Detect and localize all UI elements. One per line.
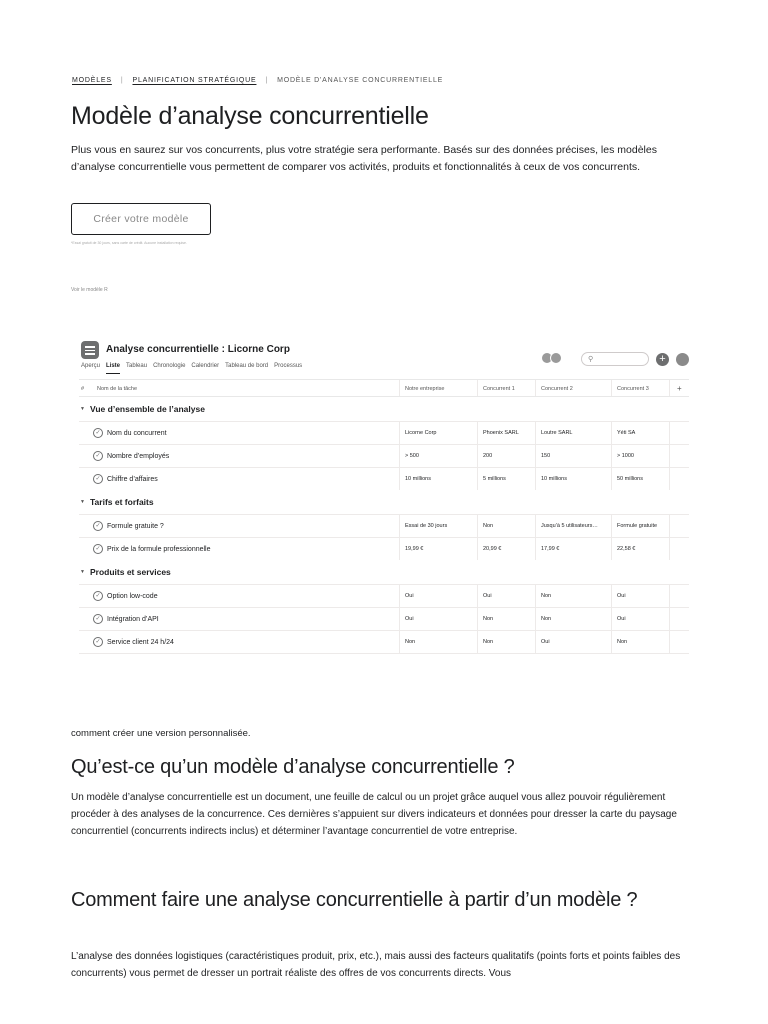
how-to-paragraph: L’analyse des données logistiques (caractéristiques produit, prix, etc.), mais aussi des facteurs qualitatifs (points forts et points faibles des concurrents) vous permet de dresser un portrait réaliste des offres de vos concurrents directs. Vous — [71, 951, 681, 979]
cell-value[interactable]: 22,58 € — [617, 546, 636, 552]
tab-tableau[interactable]: Tableau — [126, 363, 148, 369]
cell-value[interactable]: Oui — [405, 593, 414, 599]
breadcrumb — [72, 77, 443, 84]
cell-value[interactable]: Non — [483, 523, 494, 529]
cell-value[interactable]: > 1000 — [617, 453, 634, 459]
check-circle-icon[interactable]: ✓ — [93, 637, 103, 647]
task-name[interactable]: Formule gratuite ? — [107, 523, 164, 530]
section-title: Tarifs et forfaits — [90, 497, 154, 507]
section-heading-how-to: Comment faire une analyse concurrentielle à partir d’un modèle ? — [71, 889, 638, 911]
table-row[interactable] — [79, 421, 689, 444]
cell-value[interactable]: 200 — [483, 453, 493, 459]
cell-value[interactable]: Non — [405, 639, 416, 645]
cell-value[interactable]: 10 millions — [541, 476, 567, 482]
tab-liste[interactable]: Liste — [106, 363, 120, 374]
cell-value[interactable]: Oui — [617, 616, 626, 622]
task-name[interactable]: Nom du concurrent — [107, 430, 167, 437]
task-name[interactable]: Nombre d’employés — [107, 453, 170, 460]
chevron-down-icon[interactable]: ▼ — [80, 499, 85, 505]
cell-value[interactable]: 5 millions — [483, 476, 506, 482]
cell-value[interactable]: Non — [483, 616, 494, 622]
app-preview — [79, 335, 697, 665]
cell-value[interactable]: Oui — [617, 593, 626, 599]
column-concurrent-1[interactable]: Concurrent 1 — [483, 386, 515, 392]
check-circle-icon[interactable]: ✓ — [93, 614, 103, 624]
breadcrumb-link-planification[interactable]: PLANIFICATION STRATÉGIQUE — [132, 77, 257, 84]
page-title: Modèle d’analyse concurrentielle — [71, 102, 429, 130]
breadcrumb-link-modeles[interactable]: MODÈLES — [72, 77, 112, 84]
check-circle-icon[interactable]: ✓ — [93, 544, 103, 554]
table-row[interactable] — [79, 514, 689, 537]
cell-value[interactable]: Non — [541, 616, 552, 622]
trial-disclaimer: *Essai gratuit de 30 jours, sans carte de crédit. Aucune installation requise. — [71, 241, 187, 245]
cell-value[interactable]: Licorne Corp — [405, 430, 437, 436]
cell-value[interactable]: 10 millions — [405, 476, 431, 482]
breadcrumb-separator: | — [265, 77, 269, 84]
project-title: Analyse concurrentielle : Licorne Corp — [106, 344, 290, 355]
table-body — [79, 397, 689, 653]
cell-value[interactable]: Oui — [405, 616, 414, 622]
tab-apercu[interactable]: Aperçu — [81, 363, 101, 369]
cell-value[interactable]: Non — [483, 639, 494, 645]
chevron-down-icon[interactable]: ▼ — [80, 406, 85, 412]
cell-value[interactable]: Non — [541, 593, 552, 599]
task-name[interactable]: Option low-code — [107, 593, 158, 600]
project-list-icon — [81, 341, 99, 359]
column-concurrent-3[interactable]: Concurrent 3 — [617, 386, 649, 392]
add-column-button[interactable]: + — [677, 384, 682, 393]
column-notre-entreprise[interactable]: Notre entreprise — [405, 386, 445, 392]
check-circle-icon[interactable]: ✓ — [93, 521, 103, 531]
table-row[interactable] — [79, 467, 689, 490]
task-table — [79, 379, 689, 654]
cell-value[interactable]: 50 millions — [617, 476, 643, 482]
column-task-name[interactable]: Nom de la tâche — [97, 386, 138, 392]
table-row[interactable] — [79, 607, 689, 630]
check-circle-icon[interactable]: ✓ — [93, 428, 103, 438]
intro-paragraph: Plus vous en saurez sur vos concurrents, plus votre stratégie sera performante. Basés sur des données précises, les modèles d’analyse concurrentielle vous permettent de comparer vos activités, produits et fonctionnalités à ceux de vos concurrents. — [71, 144, 657, 173]
search-input[interactable] — [581, 352, 649, 366]
tab-processus[interactable]: Processus — [274, 363, 303, 369]
cell-value[interactable]: Loutre SARL — [541, 430, 573, 436]
section-header[interactable] — [79, 490, 689, 514]
tab-chronologie[interactable]: Chronologie — [153, 363, 186, 369]
member-avatars[interactable] — [541, 352, 563, 364]
cell-value[interactable]: 20,99 € — [483, 546, 502, 552]
view-tabs — [81, 363, 308, 374]
template-note: Voir le modèle R — [71, 287, 108, 293]
table-row[interactable] — [79, 444, 689, 467]
task-name[interactable]: Intégration d’API — [107, 616, 159, 623]
add-icon[interactable]: + — [656, 353, 669, 366]
cell-value[interactable]: > 500 — [405, 453, 419, 459]
cell-value[interactable]: 19,99 € — [405, 546, 424, 552]
user-avatar[interactable] — [676, 353, 689, 366]
task-name[interactable]: Service client 24 h/24 — [107, 639, 174, 646]
breadcrumb-current: MODÈLE D'ANALYSE CONCURRENTIELLE — [277, 77, 444, 84]
section-title: Produits et services — [90, 567, 171, 577]
cell-value[interactable]: Oui — [483, 593, 492, 599]
lead-text: comment créer une version personnalisée. — [71, 728, 251, 739]
check-circle-icon[interactable]: ✓ — [93, 451, 103, 461]
cell-value[interactable]: Non — [617, 639, 628, 645]
chevron-down-icon[interactable]: ▼ — [80, 569, 85, 575]
column-concurrent-2[interactable]: Concurrent 2 — [541, 386, 573, 392]
avatar — [550, 352, 562, 364]
create-template-button[interactable]: Créer votre modèle — [71, 203, 211, 235]
check-circle-icon[interactable]: ✓ — [93, 474, 103, 484]
definition-paragraph: Un modèle d’analyse concurrentielle est un document, une feuille de calcul ou un projet grâce auquel vous allez pouvoir régulièrement procéder à des analyses de la concurrence. Ces dernières s’appuient sur divers indicateurs et données pour dresser la carte du paysage concurrentiel (concurrents indirects inclus) et déterminer l’avantage concurrentiel de votre entreprise. — [71, 792, 677, 837]
section-header[interactable] — [79, 560, 689, 584]
table-header — [79, 379, 689, 397]
table-row[interactable] — [79, 537, 689, 560]
cell-value[interactable]: Formule gratuite — [617, 523, 658, 529]
table-row[interactable] — [79, 630, 689, 653]
cell-value[interactable]: Essai de 30 jours — [405, 523, 448, 529]
app-header — [79, 339, 697, 365]
cell-value[interactable]: Yéti SA — [617, 430, 636, 436]
column-hash: # — [81, 386, 85, 392]
tab-tableau-de-bord[interactable]: Tableau de bord — [225, 363, 269, 369]
cell-value[interactable]: Phoenix SARL — [483, 430, 519, 436]
cell-value[interactable]: Jusqu’à 5 utilisateurs… — [541, 523, 598, 529]
cell-value[interactable]: Oui — [541, 639, 550, 645]
section-heading-definition: Qu’est-ce qu’un modèle d’analyse concurrentielle ? — [71, 756, 515, 778]
table-row[interactable] — [79, 584, 689, 607]
breadcrumb-separator: | — [120, 77, 124, 84]
check-circle-icon[interactable]: ✓ — [93, 591, 103, 601]
search-icon: ⚲ — [588, 356, 594, 363]
task-name[interactable]: Prix de la formule professionnelle — [107, 546, 211, 553]
section-header[interactable] — [79, 397, 689, 421]
section-title: Vue d’ensemble de l’analyse — [90, 404, 205, 414]
task-name[interactable]: Chiffre d’affaires — [107, 476, 158, 483]
cell-value[interactable]: 150 — [541, 453, 551, 459]
tab-calendrier[interactable]: Calendrier — [191, 363, 220, 369]
cell-value[interactable]: 17,99 € — [541, 546, 560, 552]
